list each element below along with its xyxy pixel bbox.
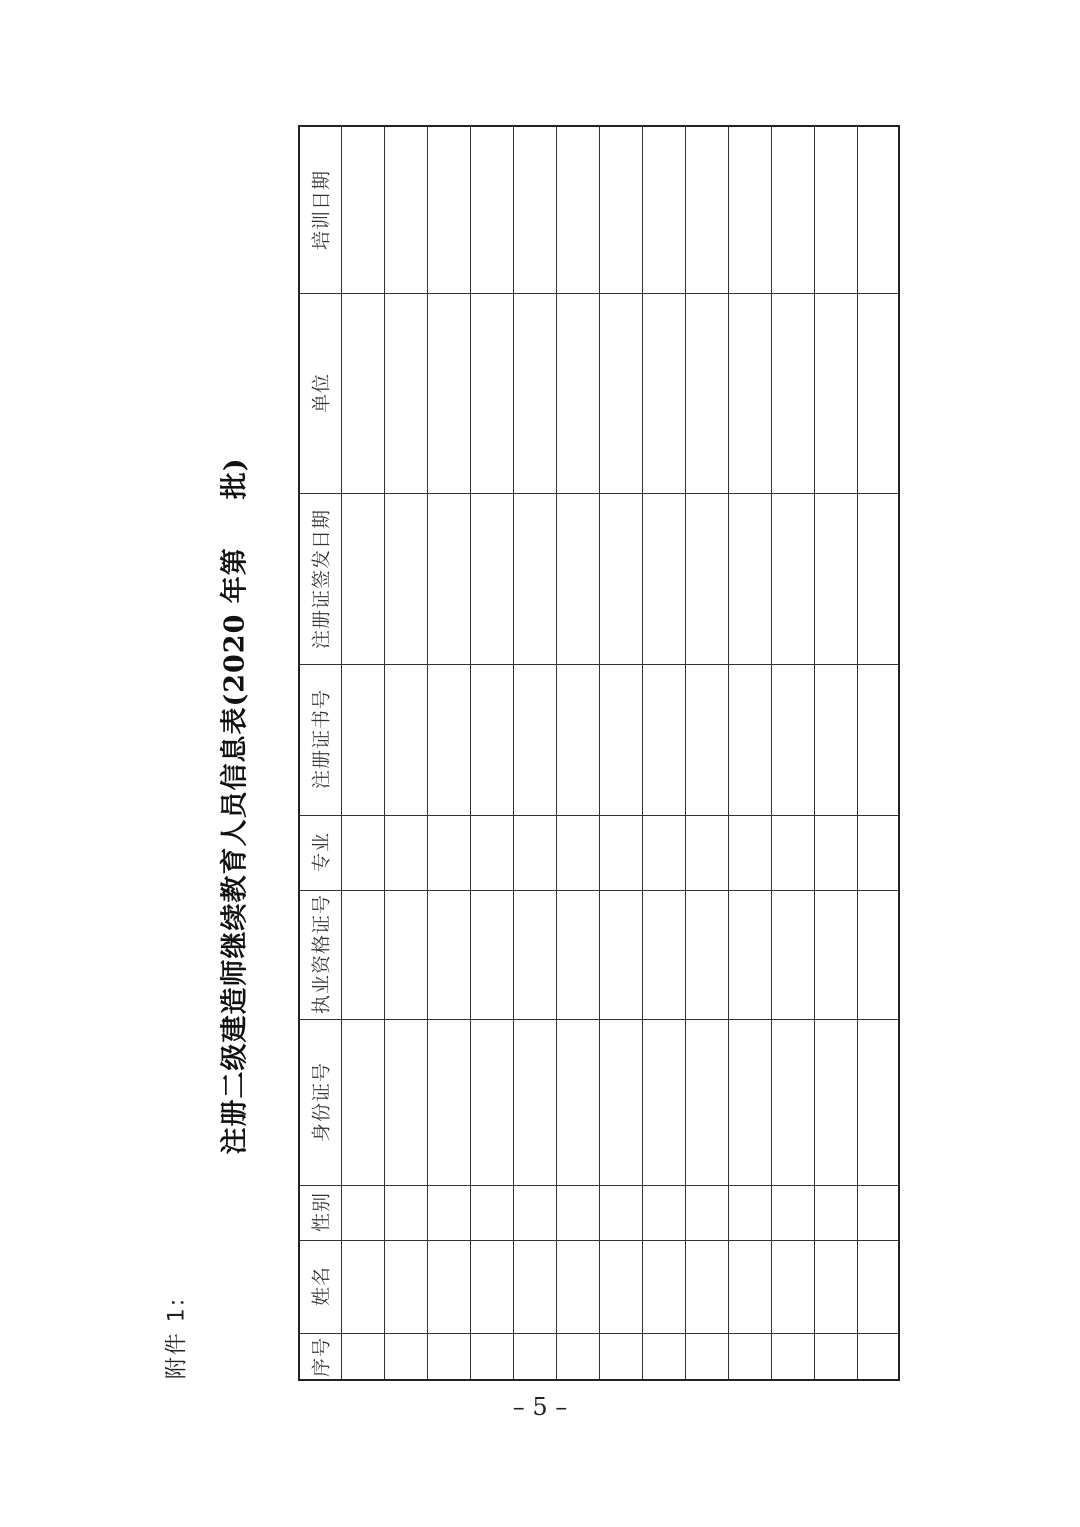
- row-divider: [814, 127, 815, 1379]
- info-table: [298, 125, 900, 1381]
- row-divider: [685, 127, 686, 1379]
- attachment-label: 附件 1:: [164, 1296, 190, 1380]
- header-training-date: 培训日期: [310, 169, 333, 251]
- row-divider: [857, 127, 858, 1379]
- row-divider: [341, 127, 342, 1379]
- row-divider: [427, 127, 428, 1379]
- column-divider: [300, 664, 898, 665]
- header-seq: 序号: [310, 1336, 333, 1378]
- row-divider: [599, 127, 600, 1379]
- row-divider: [470, 127, 471, 1379]
- row-divider: [384, 127, 385, 1379]
- header-organization: 单位: [310, 372, 333, 414]
- header-specialty: 专业: [310, 831, 333, 873]
- header-id-number: 身份证号: [310, 1061, 333, 1143]
- column-divider: [300, 1185, 898, 1186]
- column-divider: [300, 493, 898, 494]
- row-divider: [513, 127, 514, 1379]
- header-name: 姓名: [310, 1265, 333, 1307]
- header-gender: 性别: [310, 1191, 333, 1233]
- header-registration-issue-date: 注册证签发日期: [310, 508, 333, 650]
- header-qualification-number: 执业资格证号: [310, 893, 333, 1015]
- column-divider: [300, 815, 898, 816]
- row-divider: [556, 127, 557, 1379]
- row-divider: [642, 127, 643, 1379]
- column-divider: [300, 1333, 898, 1334]
- page-number: – 5 –: [512, 1393, 568, 1421]
- row-divider: [771, 127, 772, 1379]
- document-title: [213, 457, 252, 1154]
- title-suffix: 批): [219, 457, 251, 500]
- column-divider: [300, 1019, 898, 1020]
- column-divider: [300, 293, 898, 294]
- row-divider: [728, 127, 729, 1379]
- title-prefix: 注册二级建造师继续教育人员信息表(2020 年第: [219, 547, 251, 1155]
- column-divider: [300, 1240, 898, 1241]
- header-registration-number: 注册证书号: [310, 688, 333, 790]
- column-divider: [300, 890, 898, 891]
